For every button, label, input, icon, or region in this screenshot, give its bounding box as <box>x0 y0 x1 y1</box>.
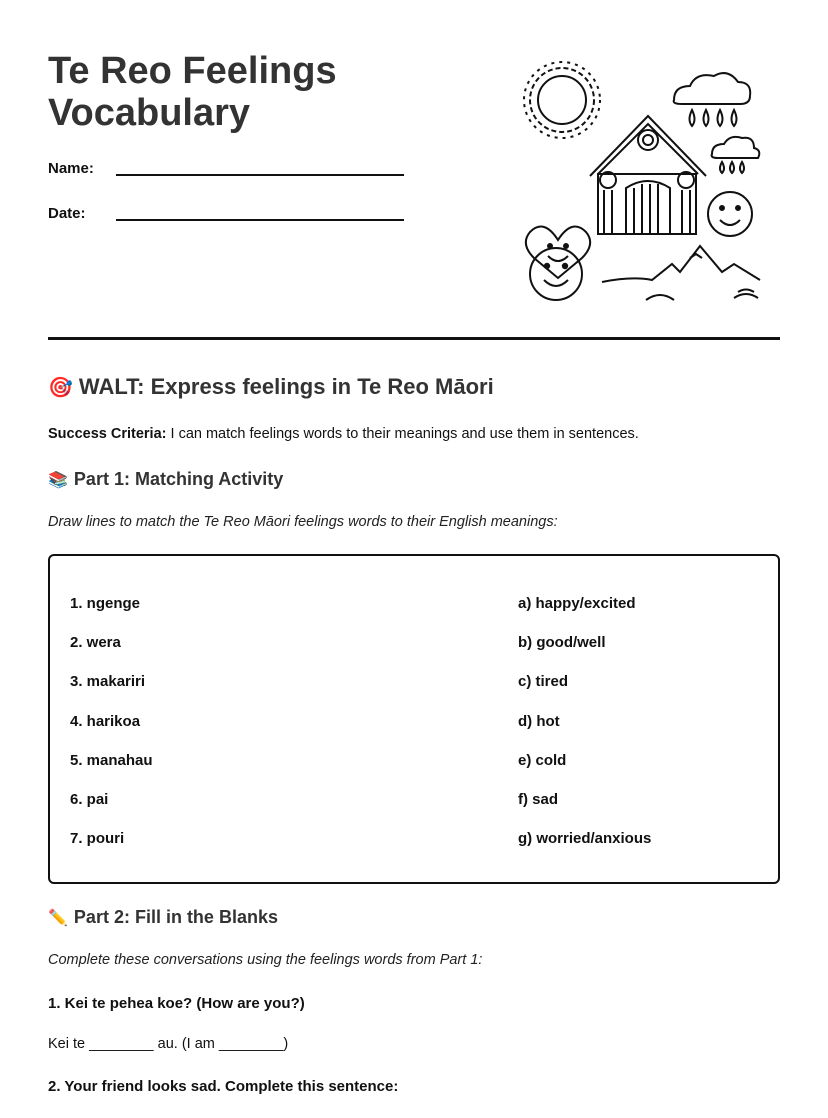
question-1-answer[interactable]: Kei te ________ au. (I am ________) <box>48 1036 289 1052</box>
maori-word: 6. pai <box>70 790 109 808</box>
maori-word: 4. harikoa <box>70 712 141 730</box>
name-label: Name: <box>48 160 94 177</box>
header-divider <box>48 337 780 340</box>
target-icon: 🎯 <box>48 377 73 399</box>
smiley-icon <box>708 192 752 236</box>
english-meaning: d) hot <box>518 712 560 730</box>
part2-title: Part 2: Fill in the Blanks <box>73 907 278 927</box>
english-meaning: e) cold <box>518 751 567 769</box>
smiley-icon-2 <box>530 248 582 300</box>
part1-heading <box>48 469 283 490</box>
success-criteria-label: Success Criteria: <box>48 426 167 442</box>
name-line[interactable] <box>116 174 404 176</box>
english-meanings-column <box>518 594 651 868</box>
matching-box <box>48 554 780 884</box>
walt-text: WALT: Express feelings in Te Reo Māori <box>78 374 494 399</box>
english-meaning: f) sad <box>518 790 559 808</box>
sun-icon <box>524 62 600 138</box>
maori-word: 5. manahau <box>70 751 153 769</box>
walt-heading <box>48 374 494 400</box>
part2-heading <box>48 907 278 928</box>
question-2: 2. Your friend looks sad. Complete this sentence: <box>48 1078 399 1095</box>
name-field <box>48 160 116 177</box>
english-meaning: c) tired <box>518 673 569 691</box>
feelings-illustration <box>522 58 790 308</box>
english-meaning: a) happy/excited <box>518 595 636 612</box>
part1-title: Part 1: Matching Activity <box>73 469 284 489</box>
maori-word: 7. pouri <box>70 830 125 848</box>
books-icon: 📚 <box>48 472 68 489</box>
maori-word: 2. wera <box>70 634 121 652</box>
part1-instructions: Draw lines to match the Te Reo Māori feelings words to their English meanings: <box>48 514 558 530</box>
date-line[interactable] <box>116 219 404 221</box>
date-field <box>48 205 116 222</box>
success-criteria <box>48 426 639 442</box>
date-label: Date: <box>48 205 86 222</box>
success-criteria-text: I can match feelings words to their meanings and use them in sentences. <box>166 426 639 442</box>
small-cloud-icon <box>712 137 760 173</box>
english-meaning: g) worried/anxious <box>518 830 652 848</box>
question-1: 1. Kei te pehea koe? (How are you?) <box>48 995 305 1012</box>
page-title: Te Reo Feelings Vocabulary <box>48 50 337 134</box>
part2-instructions: Complete these conversations using the feelings words from Part 1: <box>48 952 483 968</box>
english-meaning: b) good/well <box>518 634 606 652</box>
maori-word: 3. makariri <box>70 673 146 691</box>
pencil-icon: ✏️ <box>48 910 68 927</box>
rain-cloud-icon <box>674 73 751 126</box>
heart-smiley-icon <box>526 227 590 278</box>
mountains-icon <box>602 246 760 300</box>
maori-word: 1. ngenge <box>70 595 141 612</box>
wharenui-icon <box>590 116 706 234</box>
maori-words-column <box>70 594 153 868</box>
